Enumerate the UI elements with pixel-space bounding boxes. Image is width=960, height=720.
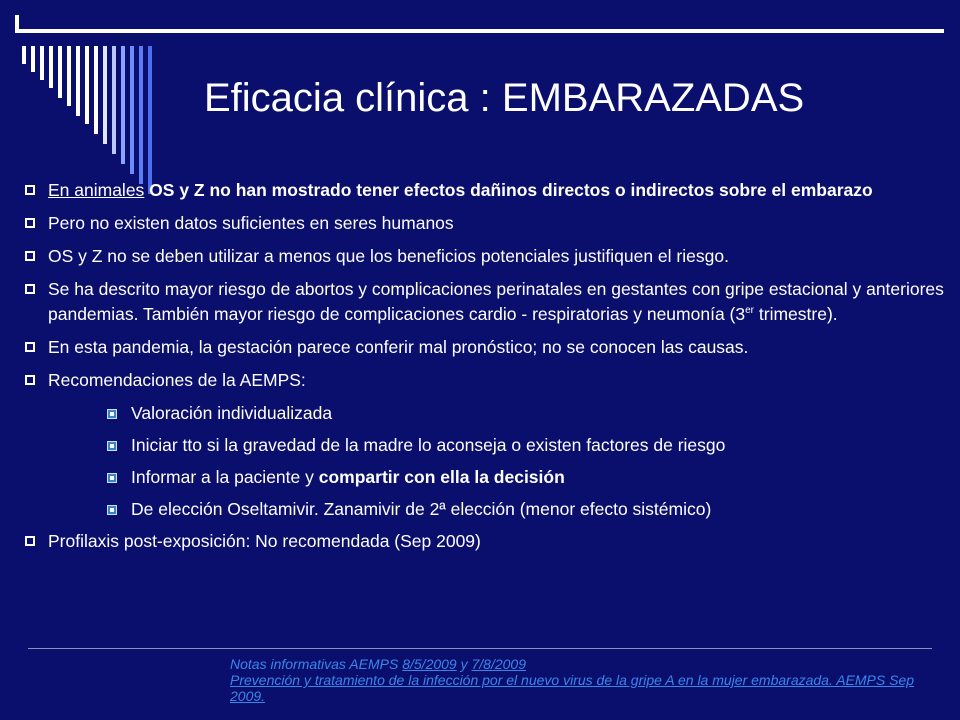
bar — [22, 46, 26, 64]
bar — [85, 46, 89, 124]
list-item — [24, 178, 954, 203]
sub-bullet-icon — [107, 505, 117, 515]
sub-bullet-text: Valoración individualizada — [131, 403, 333, 423]
sub-list-item — [24, 401, 954, 426]
bar — [31, 46, 35, 72]
divider — [28, 648, 932, 649]
list-item — [24, 277, 954, 327]
bar — [148, 46, 152, 194]
bar — [121, 46, 125, 164]
notes-prefix: Notas informativas AEMPS — [230, 656, 403, 672]
bullet-text: Recomendaciones de la AEMPS: — [48, 370, 306, 390]
footnote-notes — [230, 656, 945, 704]
note-link-8-5-2009[interactable]: 8/5/2009 — [402, 656, 457, 672]
sub-bullet-text: Informar a la paciente y — [131, 467, 319, 487]
sub-bullet-text: De elección Oseltamivir. Zanamivir de 2ª elección (menor efecto sistémico) — [131, 499, 712, 519]
notes-joiner: y — [456, 656, 472, 672]
bold-text: compartir con ella la decisión — [318, 467, 565, 487]
bold-text: OS y Z no han mostrado tener efectos dañinos directos o indirectos sobre el embarazo — [144, 180, 873, 200]
list-item — [24, 529, 954, 554]
square-bullet-icon — [25, 536, 35, 546]
bullet-text: Profilaxis post-exposición: No recomendada (Sep 2009) — [48, 531, 481, 551]
bar — [49, 46, 53, 88]
bar — [76, 46, 80, 116]
frame-top-line — [15, 29, 944, 33]
bar — [58, 46, 62, 98]
bullet-list — [24, 178, 954, 562]
bar — [40, 46, 44, 80]
note-link-prevencion[interactable]: Prevención y tratamiento de la infección por el nuevo virus de la gripe A en la mujer embarazada. AEMPS Sep 2009. — [230, 672, 915, 704]
sub-list-item — [24, 465, 954, 490]
note-link-7-8-2009[interactable]: 7/8/2009 — [471, 656, 526, 672]
square-bullet-icon — [25, 342, 35, 352]
bullet-text-after: trimestre). — [754, 304, 838, 324]
superscript: er — [745, 305, 755, 317]
square-bullet-icon — [25, 185, 35, 195]
square-bullet-icon — [25, 251, 35, 261]
bar — [67, 46, 71, 106]
sub-bullet-icon — [107, 441, 117, 451]
bullet-text: Se ha descrito mayor riesgo de abortos y complicaciones perinatales en gestantes con gripe estacional y anteriores pandemias. También mayor riesgo de complicaciones cardio - respiratorias y neumonía (3 — [48, 279, 944, 324]
bar — [112, 46, 116, 154]
bar — [94, 46, 98, 134]
sub-bullet-icon — [107, 409, 117, 419]
square-bullet-icon — [25, 218, 35, 228]
bullet-text: En esta pandemia, la gestación parece conferir mal pronóstico; no se conocen las causas. — [48, 337, 749, 357]
bullet-text: OS y Z no se deben utilizar a menos que los beneficios potenciales justifiquen el riesgo. — [48, 246, 729, 266]
square-bullet-icon — [25, 284, 35, 294]
list-item — [24, 244, 954, 269]
slide-title: Eficacia clínica : EMBARAZADAS — [204, 76, 805, 120]
sub-bullet-text: Iniciar tto si la gravedad de la madre lo aconseja o existen factores de riesgo — [131, 435, 726, 455]
underlined-text: En animales — [48, 180, 145, 200]
bar — [103, 46, 107, 144]
list-item — [24, 211, 954, 236]
bullet-text: Pero no existen datos suficientes en seres humanos — [48, 213, 454, 233]
sub-list-item — [24, 497, 954, 522]
sub-list-item — [24, 433, 954, 458]
sub-bullet-icon — [107, 473, 117, 483]
frame-left-line — [15, 15, 19, 29]
square-bullet-icon — [25, 375, 35, 385]
list-item — [24, 335, 954, 360]
list-item — [24, 368, 954, 393]
bar — [130, 46, 134, 174]
bar — [139, 46, 143, 184]
